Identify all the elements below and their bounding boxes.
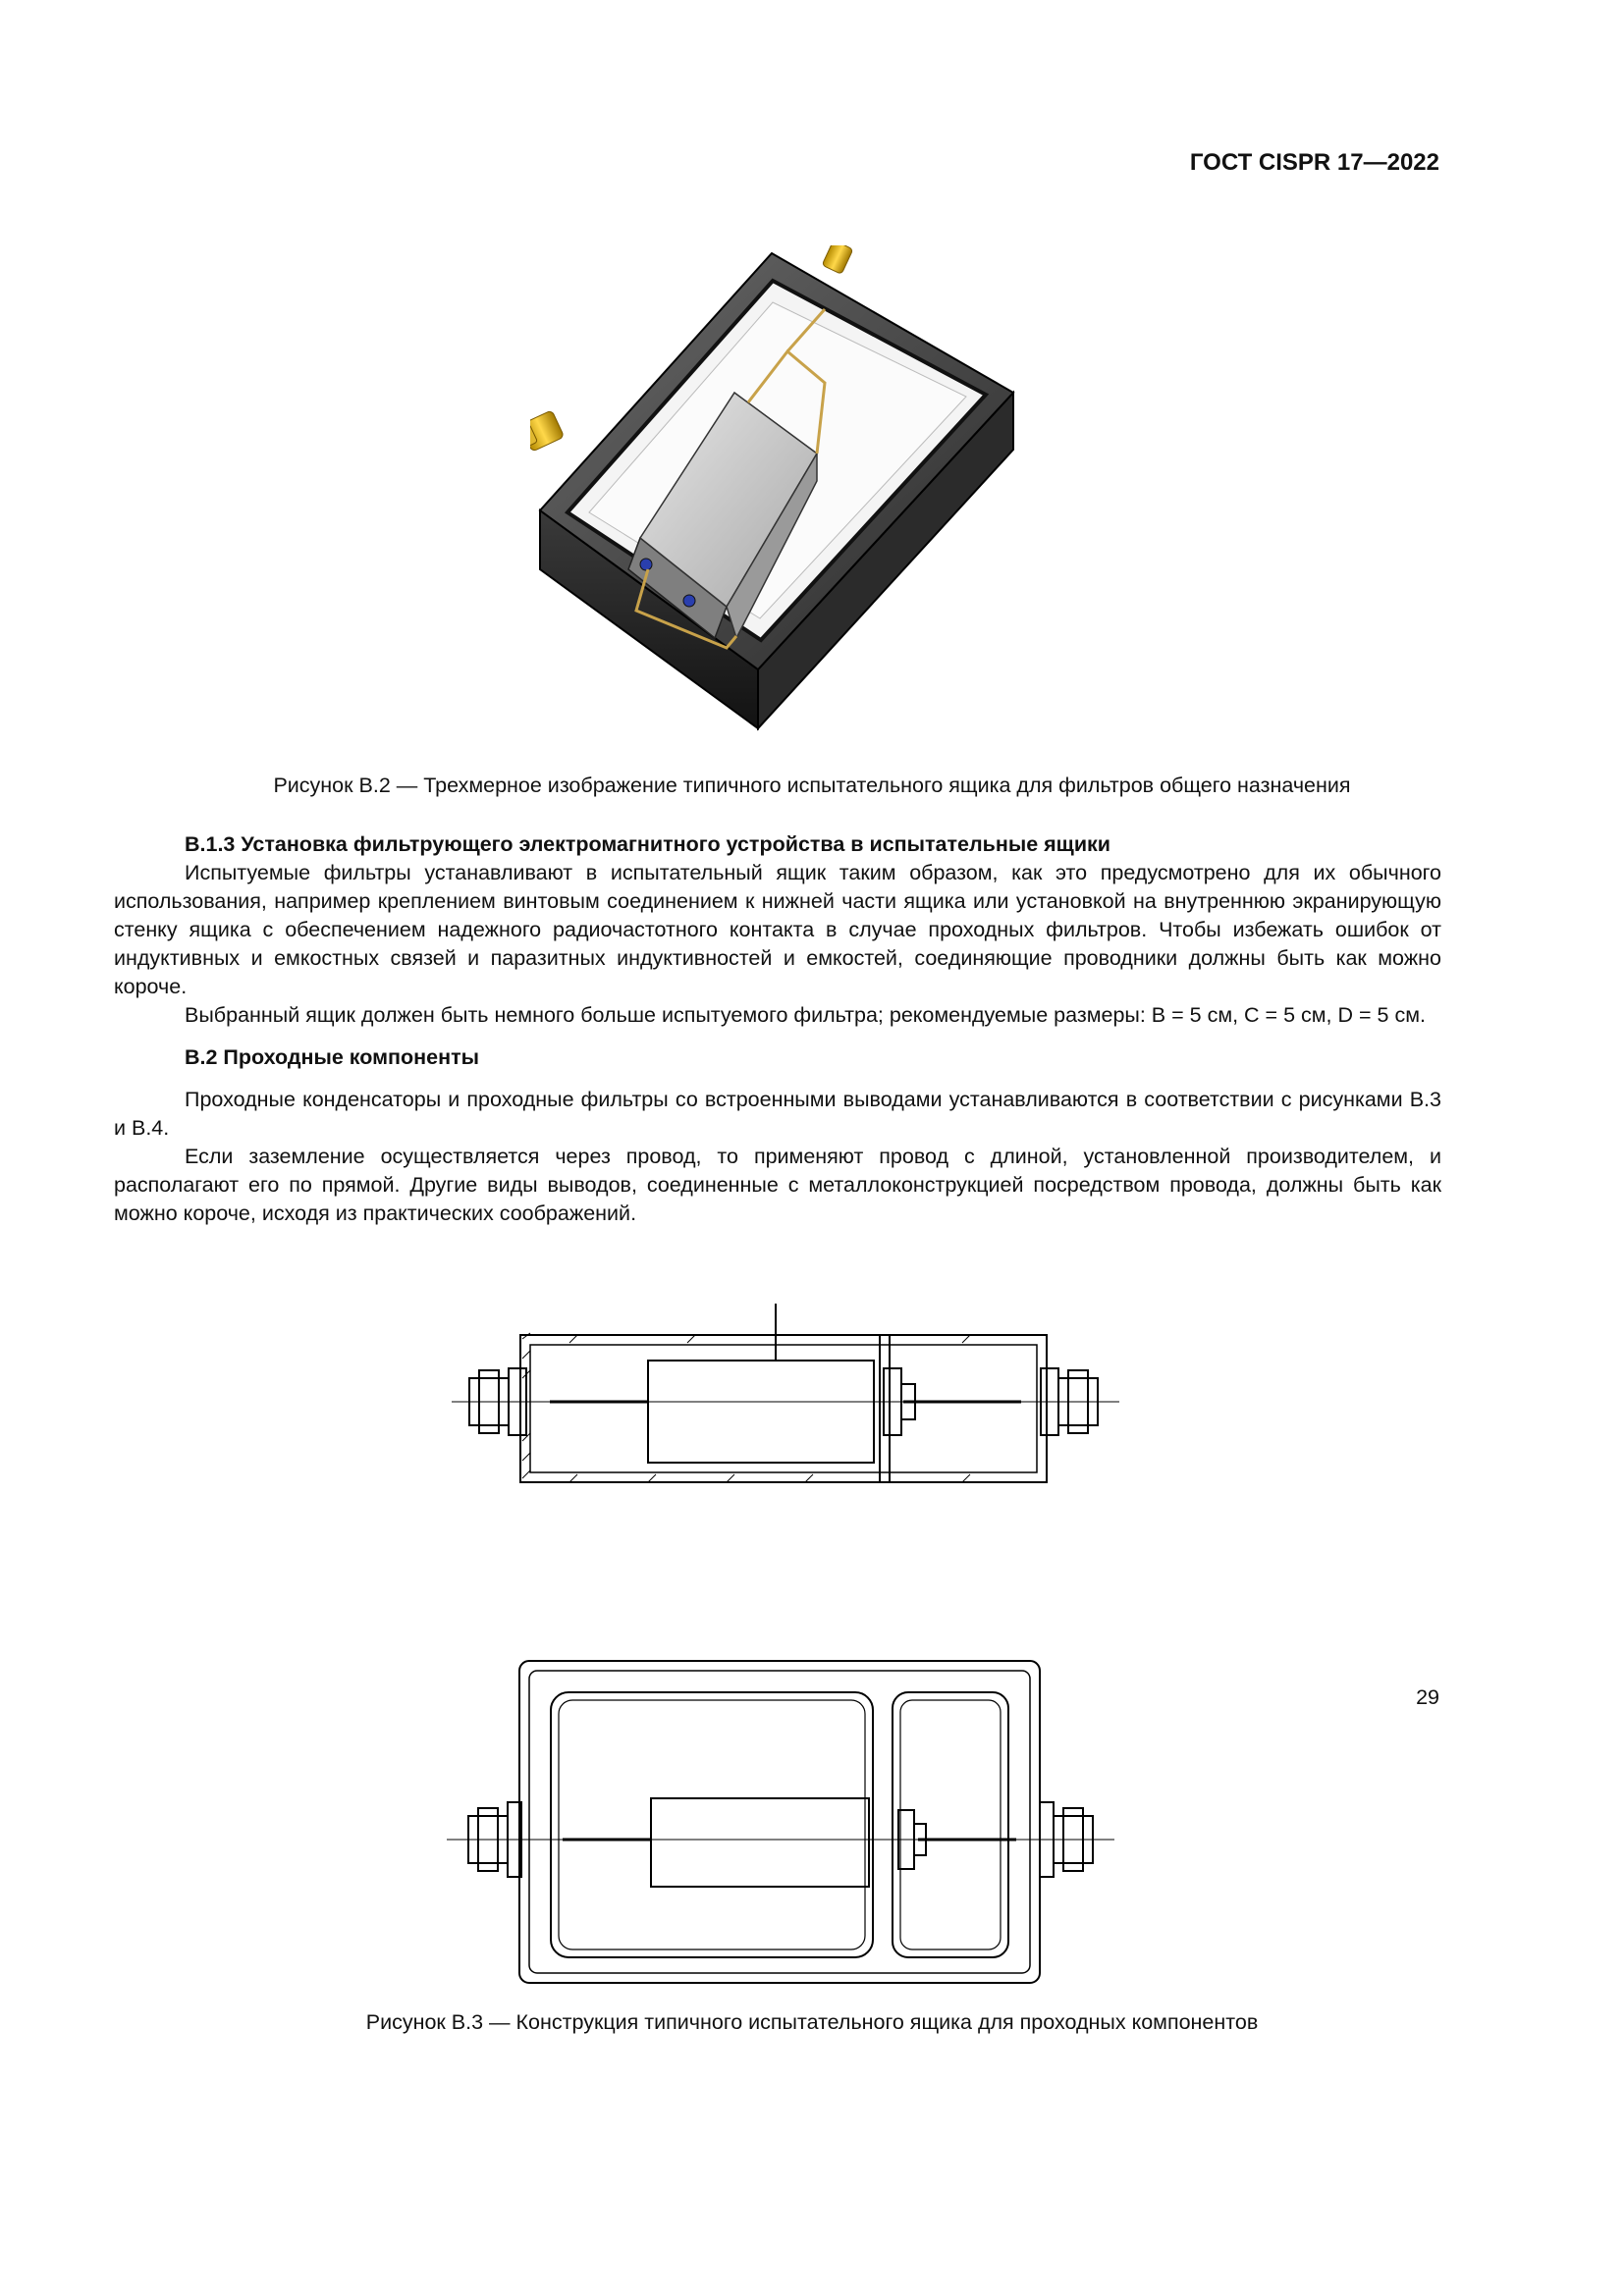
section-body [114,830,1441,1228]
connector-bottom-left [530,410,565,452]
section-b2-paragraph-1: Проходные конденсаторы и проходные фильтры со встроенными выводами устанавливаются в соответствии с рисунками B.3 и B.4. [114,1088,1441,1140]
section-b13-paragraph-2: Выбранный ящик должен быть немного больше испытуемого фильтра; рекомендуемые размеры: B = 5 см, C = 5 см, D = 5 см. [185,1003,1426,1027]
section-b13-paragraph-1: Испытуемые фильтры устанавливают в испытательный ящик таким образом, как это предусмотрено для их обычного использования, например креплением винтовым соединением к нижней части ящика или установкой на внутреннюю экранирующую стенку ящика с обеспечением надежного радиочастотного контакта в случае проходных фильтров. Чтобы избежать ошибок от индуктивных и емкостных связей и паразитных индуктивностей и емкостей, соединяющие проводники должны быть как можно короче. [114,861,1441,998]
section-b13-heading: B.1.3 Установка фильтрующего электромагнитного устройства в испытательные ящики [185,832,1111,856]
section-b2-paragraph-2: Если заземление осуществляется через провод, то применяют провод с длиной, установленной производителем, и располагают его по прямой. Другие виды выводов, соединенные с металлоконструкцией посредством провода, должны быть как можно короче, исходя из практических соображений. [114,1145,1441,1225]
figure-b2-caption: Рисунок B.2 — Трехмерное изображение типичного испытательного ящика для фильтров общего назначения [273,774,1351,797]
figure-b3-section-view [452,1304,1119,1486]
figure-b2-3d-test-box [530,245,1041,736]
document-header: ГОСТ CISPR 17—2022 [1189,149,1439,176]
figure-b3-caption: Рисунок B.3 — Конструкция типичного испытательного ящика для проходных компонентов [365,2010,1259,2034]
figure-b3-top-view [447,1655,1114,1989]
connector-top-right [822,245,853,274]
section-b2-heading: B.2 Проходные компоненты [185,1045,479,1069]
page-number: 29 [1416,1685,1439,1709]
